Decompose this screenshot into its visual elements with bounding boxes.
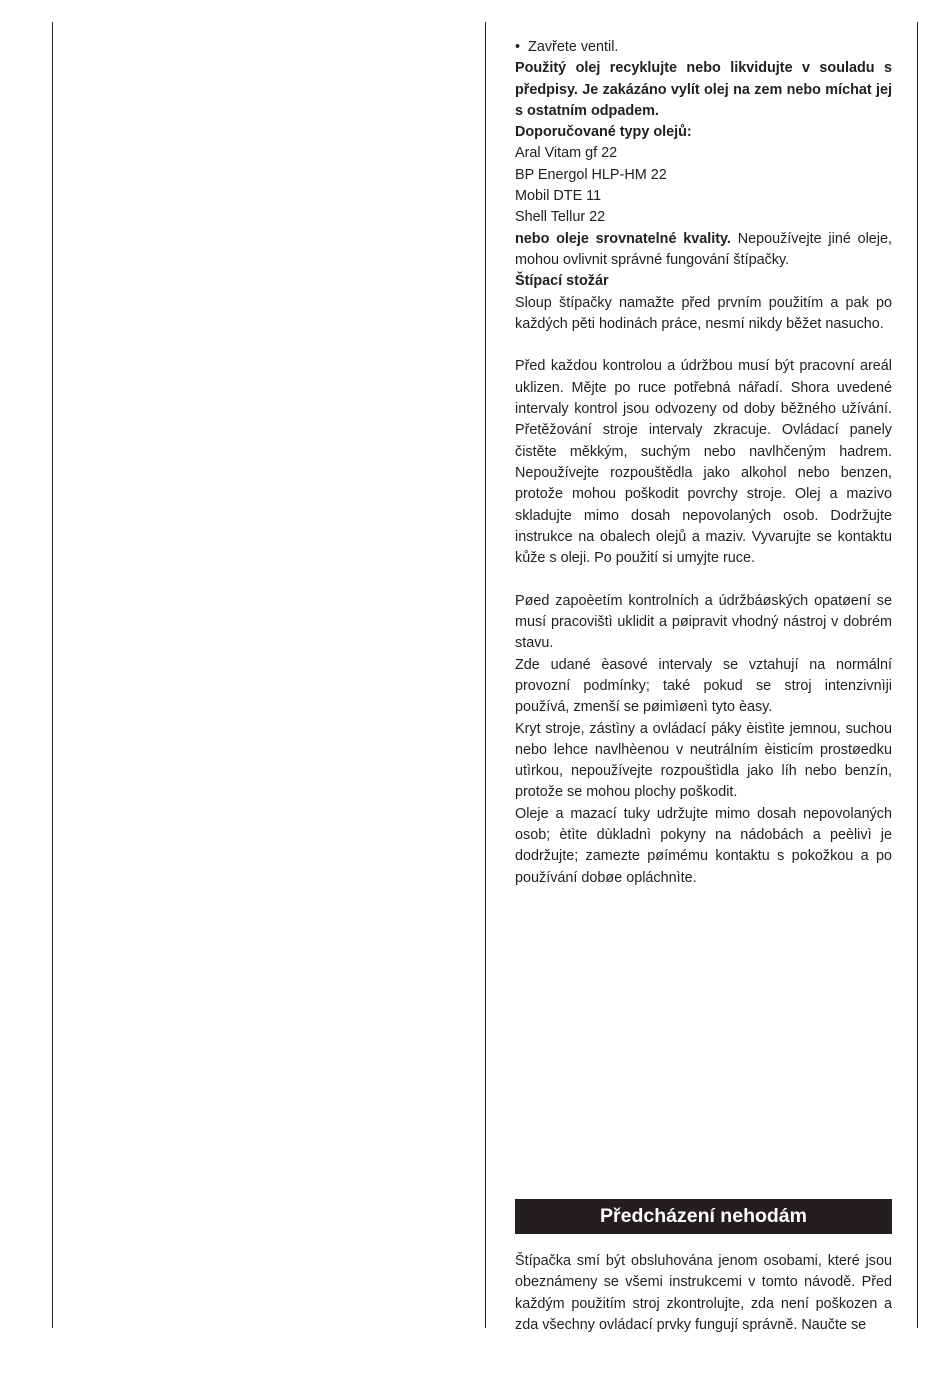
comparable-rest: Nepoužívejte jiné oleje, mohou ovlivnit správné fungování štípačky. [515, 230, 892, 268]
oil-type: Shell Tellur 22 [515, 209, 606, 226]
maintenance-text: Před každou kontrolou a údržbou musí být pracovní areál uklizen. Mějte po ruce potřebná nářadí. Shora uvedené intervaly kontrol jsou odvozeny od doby běžného užívání. Přetěžování stroje intervaly zkracuje. Ovládací panely čistěte měkkým, suchým nebo navlhčeným hadrem. Nepoužívejte rozpouštědla jako alkohol nebo benzen, protože mohou poškodit povrchy stroje. Olej a mazivo skladujte mimo dosah nepovolaných osob. Dodržujte instrukce na obalech olejů a maziv. Vyvarujte se kontaktu kůže s oleji. Po použití si umyjte ruce. [515, 358, 892, 567]
garbled-paragraph: Oleje a mazací tuky udržujte mimo dosah nepovolaných osob; ètìte dùkladnì pokyny na nádobách a peèlivì je dodržujte; zamezte pøímému kontaktu s pokožkou a po používání dobøe opláchnìte. [515, 805, 892, 886]
left-page-rule [52, 22, 53, 1328]
garbled-paragraph: Zde udané èasové intervaly se vztahují na normální provozní podmínky; také pokud se stroj intenzivnìji používá, zmenší se pøimìøenì tyto èasy. [515, 656, 892, 716]
oil-type: BP Energol HLP-HM 22 [515, 166, 667, 183]
comparable-oils-paragraph [515, 229, 892, 272]
oil-type: Mobil DTE 11 [515, 188, 602, 205]
bullet-item: • Zavřete ventil. [515, 39, 619, 55]
right-page-rule [917, 22, 918, 1328]
spacer [515, 335, 892, 356]
spacer [515, 569, 892, 590]
mast-text: Sloup štípačky namažte před prvním použitím a pak po každých pěti hodinách práce, nesmí nikdy běžet nasucho. [515, 294, 892, 332]
center-rule [485, 22, 486, 1328]
section-text: Štípačka smí být obsluhována jenom osobami, které jsou obeznámeny se všemi instrukcemi v tomto návodě. Před každým použitím stroj zkontrolujte, zda není poškozen a zda všechny ovládací prvky fungují správně. Naučte se [515, 1253, 892, 1333]
section-heading: Předcházení nehodám [515, 1199, 892, 1234]
oil-warning: Použitý olej recyklujte nebo likvidujte v souladu s předpisy. Je zakázáno vylít olej na zem nebo míchat jej s ostatním odpadem. [515, 60, 892, 119]
garbled-paragraph: Pøed zapoèetím kontrolních a údržbáøských opatøení se musí pracovištì uklidit a pøipravit vhodný nástroj v dobrém stavu. [515, 592, 892, 652]
section-body [515, 1251, 892, 1336]
mast-heading: Štípací stožár [515, 273, 609, 290]
garbled-paragraph: Kryt stroje, zástìny a ovládací páky èistìte jemnou, suchou nebo lehce navlhèenou v neutrálním èisticím prostøedku utìrkou, nepoužívejte rozpouštìdla jako líh nebo benzín, protože se mohou plochy poškodit. [515, 720, 892, 801]
text-column [515, 37, 892, 889]
comparable-bold: nebo oleje srovnatelné kvality. [515, 230, 731, 247]
bullet-text: Zavřete ventil. [528, 39, 619, 55]
oil-type: Aral Vitam gf 22 [515, 145, 618, 162]
oil-types-heading: Doporučované typy olejů: [515, 124, 692, 141]
